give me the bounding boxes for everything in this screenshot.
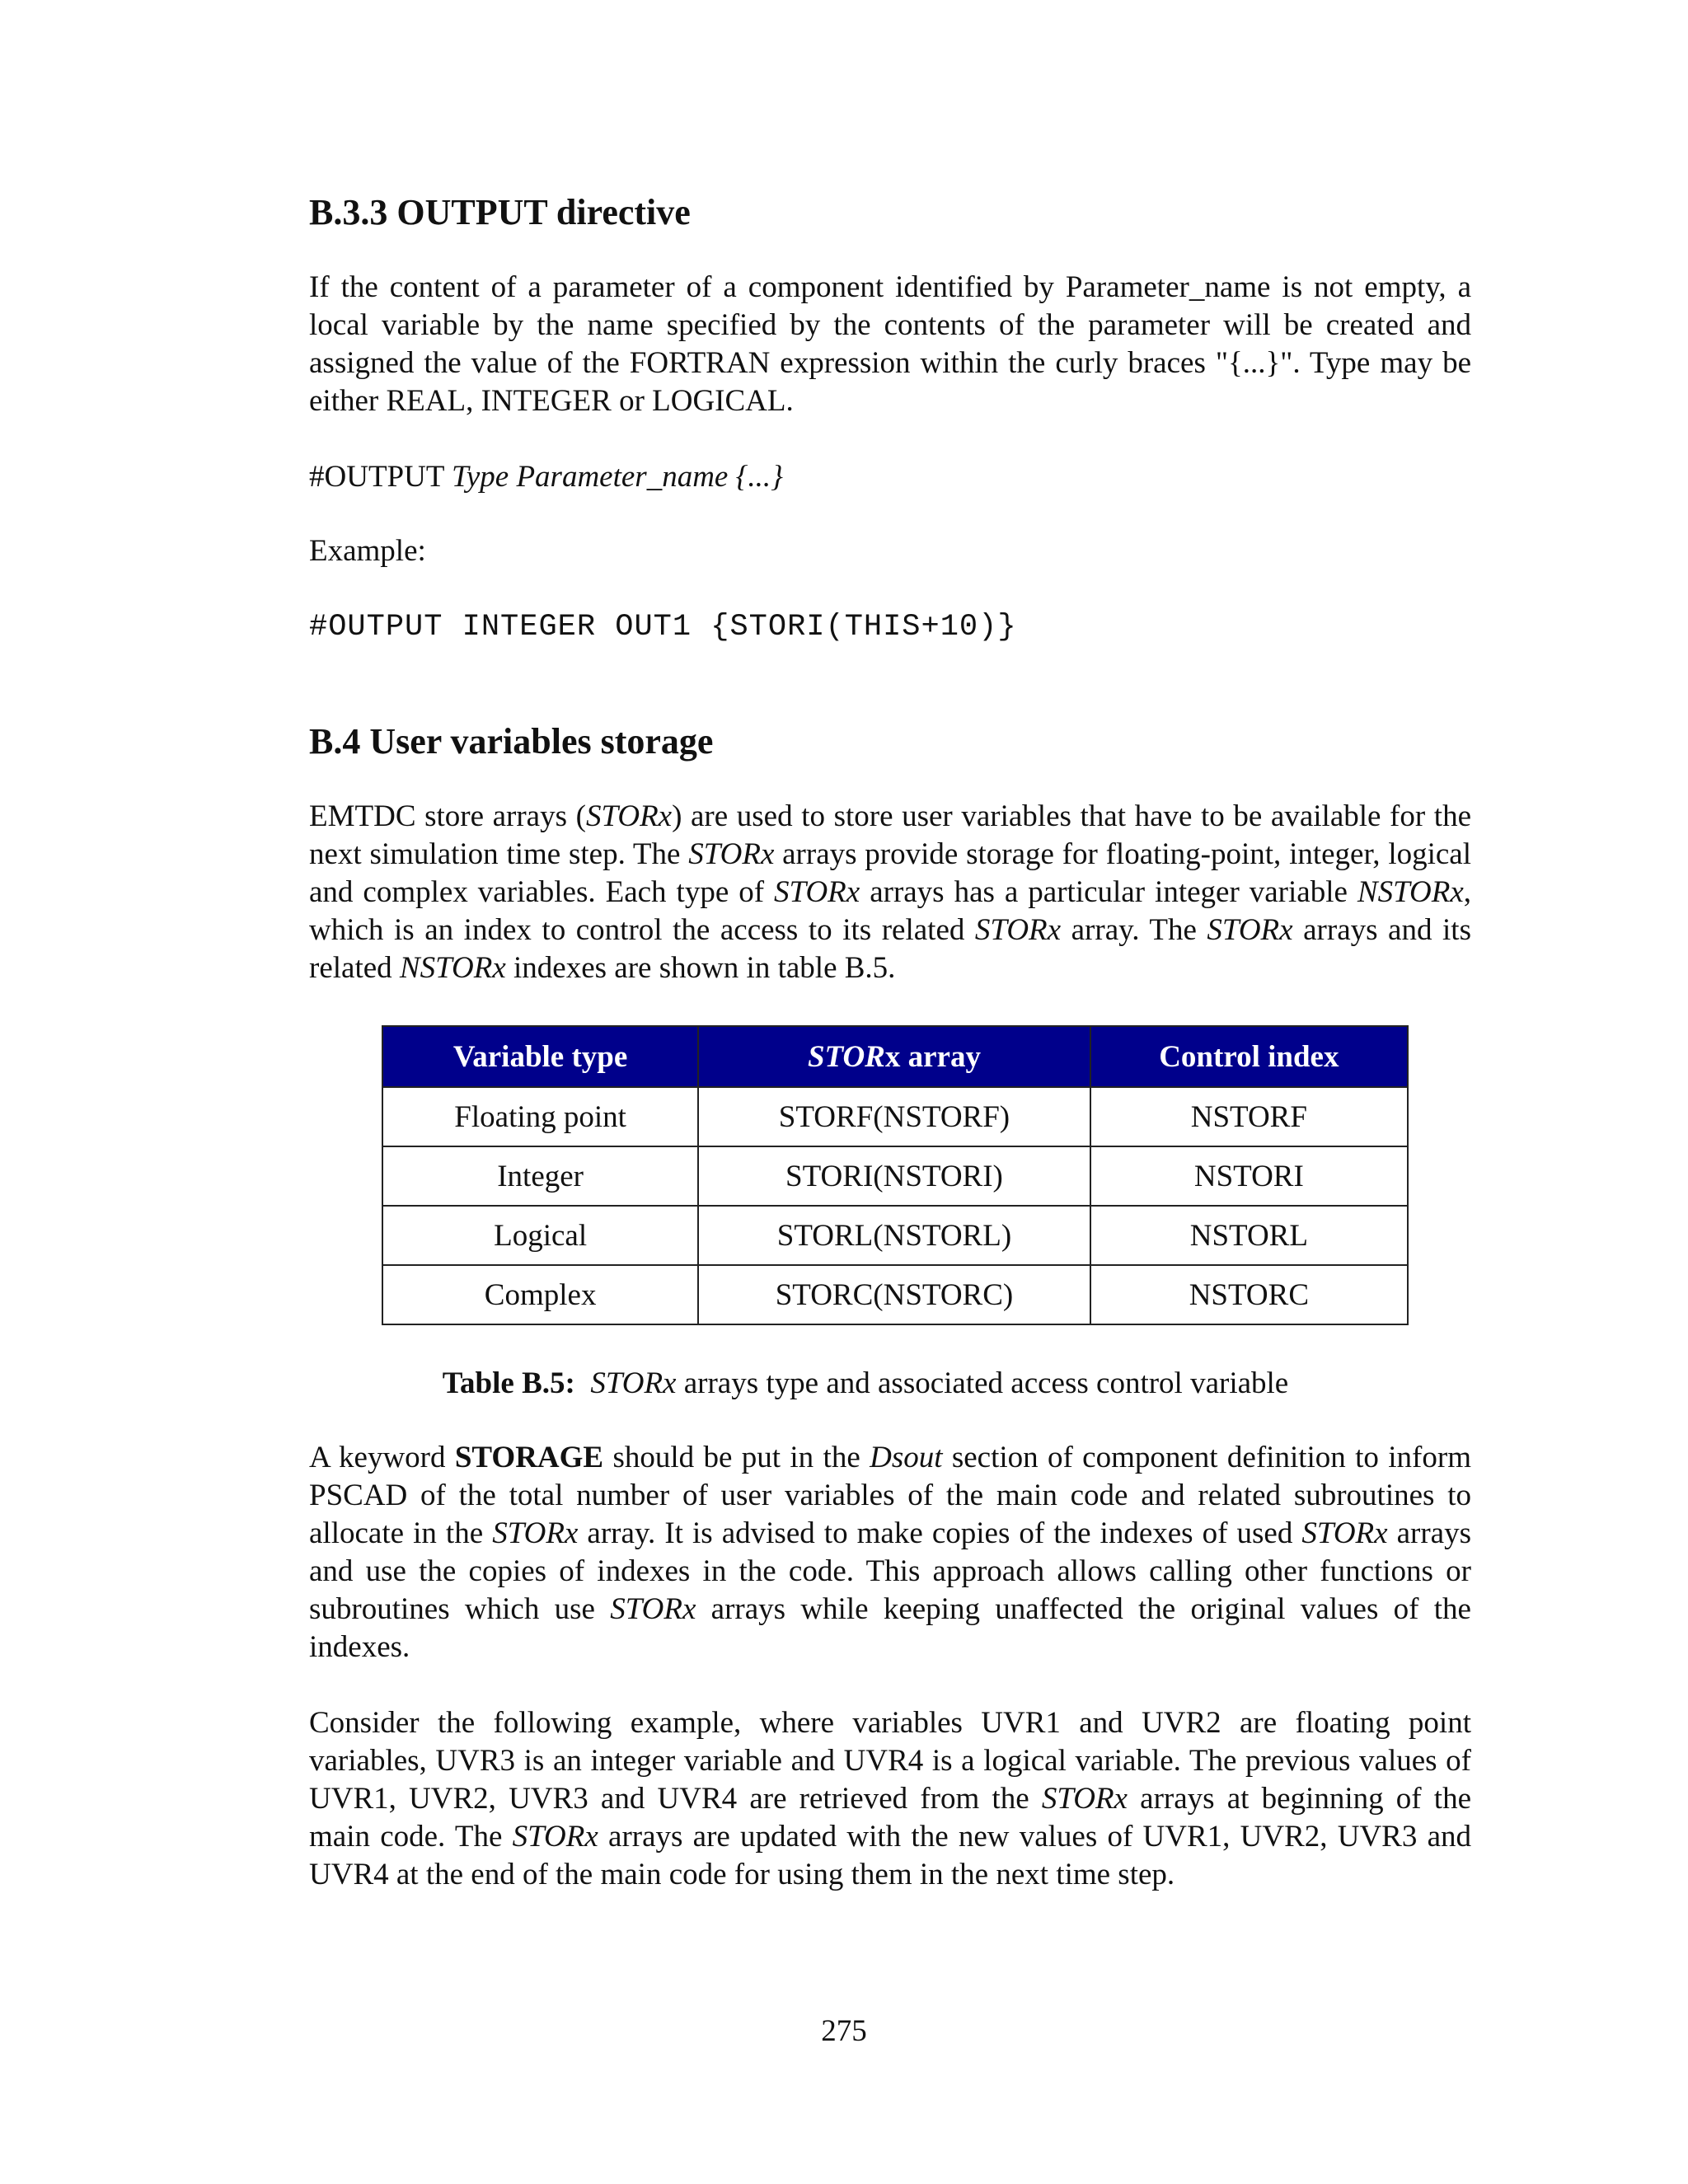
caption-label: Table B.5: bbox=[442, 1366, 575, 1400]
section-heading-b333: B.3.3 OUTPUT directive bbox=[309, 192, 691, 232]
output-directive-description: If the content of a parameter of a component identified by Parameter_name is not empty, a local variable by the name specified by the contents of the parameter will be created and assigned the value of the FORTRAN expression within the curly braces "{...}". Type may be either REAL, INTEGER or LOGICAL. bbox=[309, 270, 1471, 418]
cell-control-index: NSTORL bbox=[1090, 1206, 1408, 1265]
text-run: arrays are updated with the new values of UVR1, UVR2, UVR3 and UVR4 at the end of the main code for using them in the next time step. bbox=[309, 1820, 1471, 1891]
italic-run: NSTORx bbox=[399, 951, 506, 985]
text-run: array. It is advised to make copies of the indexes of used bbox=[578, 1516, 1302, 1550]
italic-run: STORx bbox=[774, 875, 860, 909]
italic-run: STORx bbox=[1207, 913, 1293, 947]
italic-run: STORx bbox=[974, 913, 1062, 947]
example-label: Example: bbox=[309, 534, 426, 568]
italic-run: STORx bbox=[610, 1592, 696, 1626]
text-run: A keyword bbox=[309, 1441, 455, 1474]
storx-table bbox=[382, 1025, 1409, 1325]
syntax-arguments: Type Parameter_name {...} bbox=[452, 460, 783, 494]
header-storx-array bbox=[698, 1026, 1090, 1087]
italic-run: NSTORx bbox=[1357, 875, 1464, 909]
table-row bbox=[382, 1146, 1408, 1206]
text-run: ) are used to store user variables that have to be available for the next simulation time step. The bbox=[309, 799, 1471, 871]
table-row bbox=[382, 1206, 1408, 1265]
text-run: arrays provide storage for floating-point, integer, logical and complex variables. Each type of bbox=[309, 837, 1472, 909]
cell-control-index: NSTORC bbox=[1090, 1265, 1408, 1324]
text-run: array. The bbox=[1061, 913, 1207, 947]
cell-storx-array: STORC(NSTORC) bbox=[698, 1265, 1090, 1324]
cell-control-index: NSTORI bbox=[1090, 1146, 1408, 1206]
text-run: should be put in the bbox=[603, 1441, 870, 1474]
bold-run: STORAGE bbox=[454, 1441, 604, 1474]
cell-storx-array: STORI(NSTORI) bbox=[698, 1146, 1090, 1206]
header-control-index: Control index bbox=[1090, 1026, 1408, 1087]
storage-keyword-paragraph bbox=[309, 1439, 1471, 1666]
text-run: arrays has a particular integer variable bbox=[860, 875, 1357, 909]
caption-italic: STORx bbox=[590, 1366, 677, 1400]
text-run: indexes are shown in table B.5. bbox=[505, 951, 896, 985]
header-italic-part: STOR bbox=[807, 1039, 885, 1074]
table-row bbox=[382, 1265, 1408, 1324]
text-run: arrays at beginning of the main code. The bbox=[309, 1782, 1471, 1854]
italic-run: STORx bbox=[1041, 1782, 1128, 1816]
syntax-keyword: #OUTPUT bbox=[309, 460, 444, 494]
caption-text: arrays type and associated access control variable bbox=[676, 1366, 1289, 1400]
text-run: section of component definition to inform PSCAD of the total number of user variables of the main code and related subroutines to allocate in the bbox=[309, 1441, 1471, 1550]
italic-run: STORx bbox=[688, 837, 775, 871]
cell-variable-type: Complex bbox=[382, 1265, 698, 1324]
text-run: EMTDC store arrays ( bbox=[309, 799, 586, 833]
cell-storx-array: STORL(NSTORL) bbox=[698, 1206, 1090, 1265]
text-run: Consider the following example, where variables UVR1 and UVR2 are floating point variables, UVR3 is an integer variable and UVR4 is a logical variable. The previous values of UVR1, UVR2, UVR3 and UVR4 are retrieved from the bbox=[309, 1706, 1471, 1816]
output-syntax-line bbox=[309, 458, 1471, 496]
table-caption bbox=[309, 1365, 1471, 1403]
text-run: arrays and its related bbox=[309, 913, 1471, 985]
cell-storx-array: STORF(NSTORF) bbox=[698, 1087, 1090, 1146]
italic-run: STORx bbox=[492, 1516, 579, 1550]
section-heading-b4: B.4 User variables storage bbox=[309, 721, 714, 762]
header-variable-type: Variable type bbox=[382, 1026, 698, 1087]
storx-table-wrapper bbox=[382, 1025, 1409, 1325]
example-code: #OUTPUT INTEGER OUT1 {STORI(THIS+10)} bbox=[309, 610, 1017, 644]
cell-variable-type: Integer bbox=[382, 1146, 698, 1206]
italic-run: Dsout bbox=[870, 1441, 943, 1474]
text-run: arrays and use the copies of indexes in the code. This approach allows calling other functions or subroutines which use bbox=[309, 1516, 1472, 1626]
italic-run: STORx bbox=[1301, 1516, 1388, 1550]
table-row bbox=[382, 1087, 1408, 1146]
example-description-paragraph bbox=[309, 1704, 1471, 1894]
header-rest-part: x array bbox=[884, 1039, 981, 1074]
italic-run: STORx bbox=[512, 1820, 598, 1854]
table-header-row bbox=[382, 1026, 1408, 1087]
text-run: , which is an index to control the access to its related bbox=[309, 875, 1471, 947]
cell-variable-type: Floating point bbox=[382, 1087, 698, 1146]
italic-run: STORx bbox=[585, 799, 673, 833]
storage-intro-paragraph bbox=[309, 798, 1471, 987]
cell-control-index: NSTORF bbox=[1090, 1087, 1408, 1146]
page-content bbox=[309, 190, 1471, 1894]
cell-variable-type: Logical bbox=[382, 1206, 698, 1265]
page-number: 275 bbox=[821, 2014, 867, 2048]
text-run: arrays while keeping unaffected the original values of the indexes. bbox=[309, 1592, 1471, 1664]
